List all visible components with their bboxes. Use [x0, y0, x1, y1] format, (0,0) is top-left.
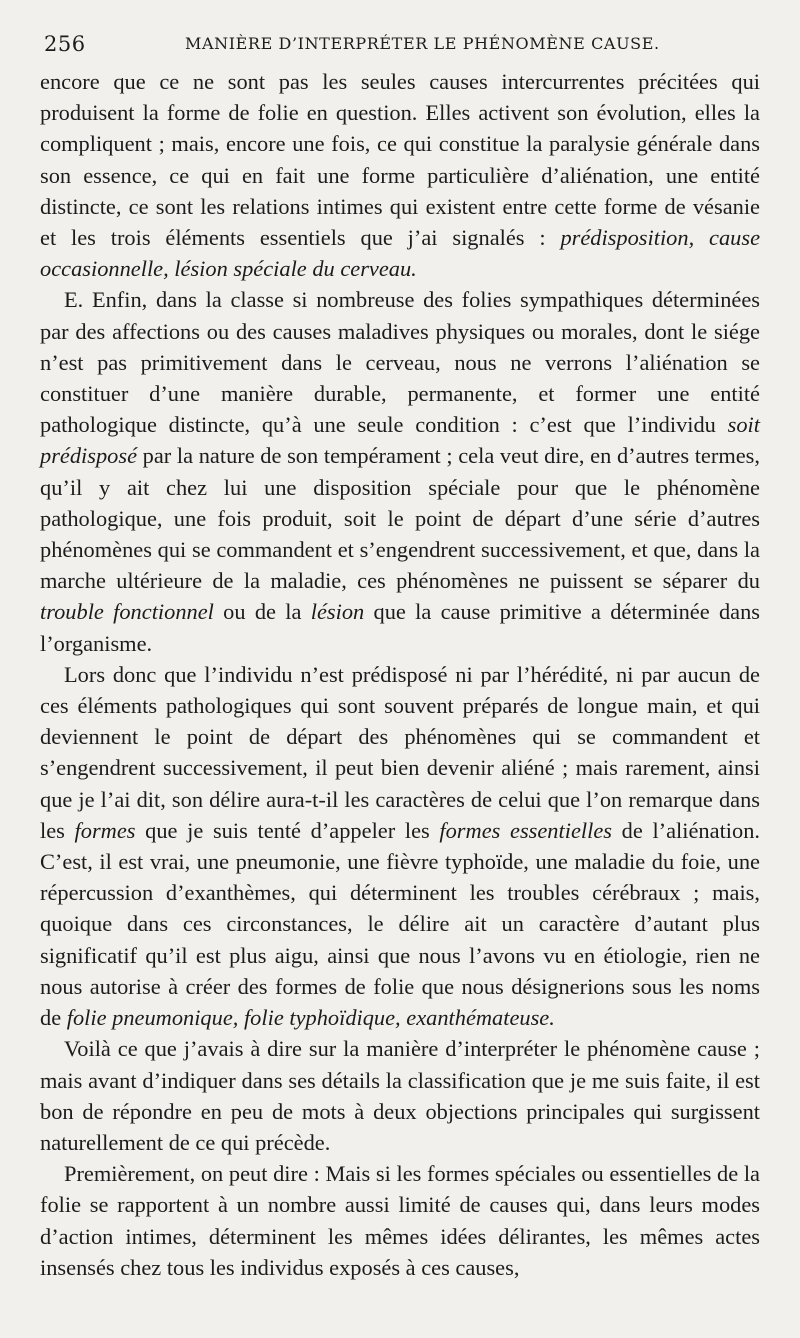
text-run: de l’aliénation. C’est, il est vrai, une pneumonie, une fièvre typhoïde, une maladie du foie, une répercussion d’exanthèmes, qui déterminent les troubles cérébraux ; mais, quoique dans ces circonstances, le délire ait un caractère d’autant plus significatif qu’il est plus aigu, ainsi que nous l’avons vu en étiologie, rien ne nous autorise à créer des formes de folie que nous désignerions sous les noms de: [40, 817, 760, 1031]
text-run: Lors donc que l’individu n’est prédisposé ni par l’hérédité, ni par aucun de ces éléments pathologiques qui sont souvent préparés de longue main, et qui deviennent le point de départ des phénomènes qui se commandent et s’engendrent successivement, il peut bien devenir aliéné ; mais rarement, ainsi que je l’ai dit, son délire aura-t-il les caractères de celui que l’on remarque dans les: [40, 661, 760, 843]
page-number: 256: [44, 32, 86, 56]
italic-run: prédisposition, cause occasionnelle, lésion spéciale du cerveau.: [40, 225, 761, 282]
italic-run: formes essentielles: [439, 817, 612, 843]
text-run: par la nature de son tempérament ; cela veut dire, en d’autres termes, qu’il y ait chez lui une disposition spéciale pour que le phénomène pathologique, une fois produit, soit le point de départ d’une série d’autres phénomènes qui se commandent et s’engendrent successivement, et que, dans la marche ultérieure de la maladie, ces phénomènes ne puissent se séparer du: [40, 443, 760, 594]
text-run: encore que ce ne sont pas les seules causes intercurrentes précitées qui produisent la forme de folie en question. Elles activent son évolution, elles la compliquent ; mais, encore une fois, ce qui constitue la paralysie générale dans son essence, ce qui en fait une forme particulière d’aliénation, une entité distincte, ce sont les relations intimes qui existent entre cette forme de vésanie et les trois éléments essentiels que j’ai signalés :: [40, 69, 760, 251]
text-run: Premièrement, on peut dire : Mais si les formes spéciales ou essentielles de la folie se rapportent à un nombre aussi limité de causes qui, dans leurs modes d’action intimes, déterminent les mêmes idées délirantes, les mêmes actes insensés chez tous les individus exposés à ces causes,: [40, 1161, 760, 1280]
text-run: E. Enfin, dans la classe si nombreuse des folies sympathiques déterminées par des affections ou des causes maladives physiques ou morales, dont le siége n’est pas primitivement dans le cerveau, nous ne verrons l’aliénation se constituer d’une manière durable, permanente, et former une entité pathologique distincte, qu’à une seule condition : c’est que l’individu: [40, 287, 760, 438]
text-run: Voilà ce que j’avais à dire sur la manière d’interpréter le phénomène cause ; mais avant d’indiquer dans ses détails la classification que je me suis faite, il est bon de répondre en peu de mots à deux objections principales qui surgissent naturellement de ce qui précède.: [40, 1036, 760, 1155]
italic-run: soit prédisposé: [40, 412, 760, 469]
text-run: que la cause primitive a déterminée dans l’organisme.: [40, 599, 761, 656]
italic-run: trouble fonctionnel: [40, 599, 214, 625]
paragraph-paragraph-premierement: [40, 1158, 760, 1283]
paragraph-paragraph-lors: [40, 659, 760, 1033]
italic-run: formes: [74, 817, 136, 843]
running-title: MANIÈRE D’INTERPRÉTER LE PHÉNOMÈNE CAUSE.: [185, 34, 660, 53]
paragraph-paragraph-voila: [40, 1033, 760, 1158]
paragraph-paragraph-e: [40, 284, 760, 658]
running-head: [40, 30, 760, 60]
italic-run: lésion: [310, 599, 365, 625]
italic-run: folie pneumonique, folie typhoïdique, exanthémateuse.: [66, 1005, 555, 1031]
text-run: que je suis tenté d’appeler les: [135, 817, 440, 843]
text-run: ou de la: [213, 599, 311, 625]
body-text: [40, 66, 760, 1283]
paragraph-continuation: [40, 66, 760, 284]
